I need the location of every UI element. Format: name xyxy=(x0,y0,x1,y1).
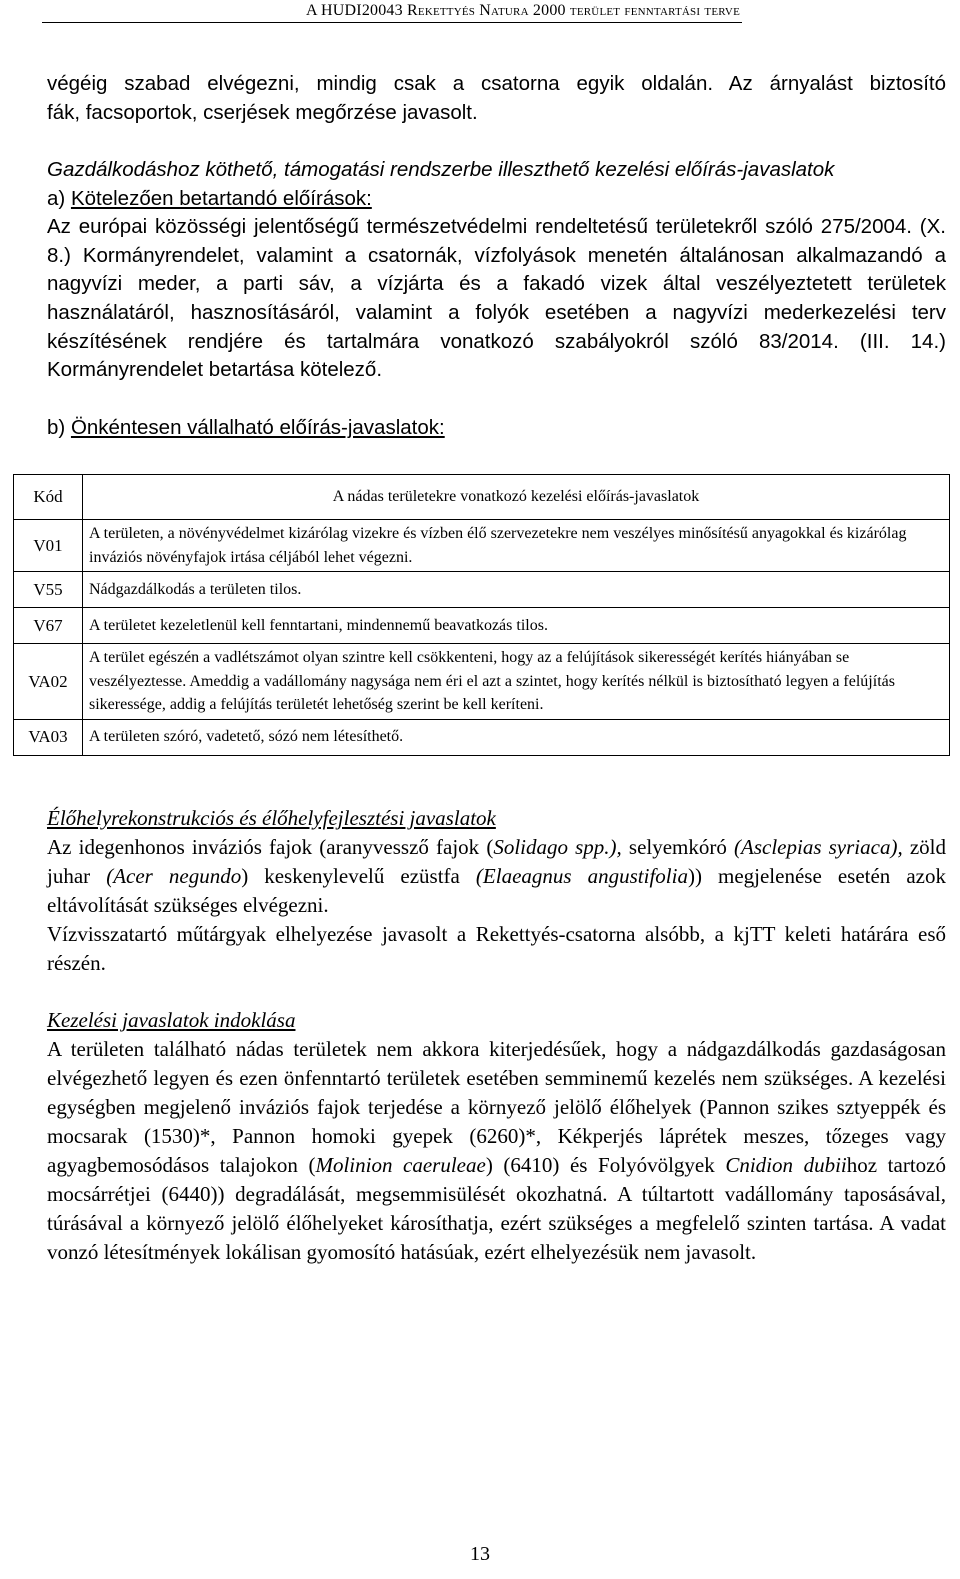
mandatory-prefix: a) xyxy=(47,186,71,210)
species-name: Molinion caeruleae xyxy=(315,1153,486,1177)
section-title: Gazdálkodáshoz köthető, támogatási rendszerbe illeszthető kezelési előírás-javaslatok xyxy=(47,158,835,181)
intro-paragraph xyxy=(47,70,946,127)
table-row xyxy=(14,572,950,608)
row-code: VA02 xyxy=(14,644,83,720)
text-run: selyemkóró xyxy=(621,835,735,859)
justification-title: Kezelési javaslatok indoklása xyxy=(47,1008,296,1032)
text-run: A területen található nádas területek nem akkora kiterjedésűek, hogy a nádgazdálkodás gazdaságosan elvégezhető legyen és ezen önfenntartó területek esetében semminemű kezelés nem szükséges. A kezelési egységben megjelenő inváziós fajok terjedése a környező jelölő élőhelyek (Pannon szikes sztyeppék és mocsarak (1530)*, Pannon homoki gyepek (6260)*, Kékperjés láprétek meszes, tőzeges vagy agyagbemosódásos talajokon ( xyxy=(47,1037,946,1177)
species-name: (Elaeagnus angustifolia xyxy=(475,864,688,888)
intro-line-2: fák, facsoportok, cserjések megőrzése javasolt. xyxy=(47,100,478,124)
measures-table xyxy=(13,474,950,756)
header-text: A HUDI20043 Rekettyés Natura 2000 terület fenntartási terve xyxy=(305,2,740,19)
row-code: V55 xyxy=(14,572,83,608)
table-row xyxy=(14,719,950,755)
justification-section xyxy=(47,1006,946,1267)
running-header xyxy=(306,2,740,20)
text-run: Az idegenhonos inváziós fajok (aranyvessző fajok ( xyxy=(47,835,494,859)
header-text-cell: A nádas területekre vonatkozó kezelési előírás-javaslatok xyxy=(83,475,950,520)
intro-line-1: végéig szabad elvégezni, mindig csak a csatorna egyik oldalán. Az árnyalást biztosító xyxy=(47,72,946,95)
mandatory-paragraph: Az európai közösségi jelentőségű természetvédelmi rendeltetésű területekről szóló 275/2004. (X. 8.) Kormányrendelet, valamint a csatornák, vízfolyások menetén általánosan alkalmazandó a nagyvízi meder, a parti sáv, a vízjárta és a fakadó vizek által veszélyeztetett területek használatáról, hasznosításáról, valamint a folyók esetében a nagyvízi mederkezelési terv készítésének rendjére és tartalmára vonatkozó szabályokról szóló 83/2014. (III. 14.) Kormányrendelet betartása kötelező. xyxy=(47,215,946,382)
row-text: A területen, a növényvédelmet kizárólag vizekre és vízben élő szervezetekre nem veszélyes minősítésű anyagokkal és kizárólag inváziós növényfajok irtása céljából lehet végezni. xyxy=(83,520,950,572)
table-row xyxy=(14,520,950,572)
row-text: Nádgazdálkodás a területen tilos. xyxy=(83,572,950,608)
row-text: A terület egészén a vadlétszámot olyan szintre kell csökkenteni, hogy az a felújítások sikerességét kerítés hiányában se veszélyeztesse. Ameddig a vadállomány nagysága nem éri el azt a szintet, hogy kerítés nélkül is biztosítható legyen a felújítás sikeressége, addig a felújítás területét lehetőség szerint be kell keríteni. xyxy=(83,644,950,720)
row-code: V67 xyxy=(14,608,83,644)
header-code-cell: Kód xyxy=(14,475,83,520)
text-run: hoz tartozó mocsárrétjei (6440)) degradálását, megsemmisülését okozhatná. A túltartott vadállomány taposásával, túrásával a környező jelölő élőhelyeket károsíthatja, ezért szükséges a megfelelő szinten tartása. A vadat vonzó létesítmények lokálisan gyomosító hatásúak, ezért elhelyezésük nem javasolt. xyxy=(47,1153,946,1264)
species-name: Solidago spp.), xyxy=(493,835,622,859)
text-run: ) (6410) és Folyóvölgyek xyxy=(485,1153,726,1177)
row-text: A területen szóró, vadetető, sózó nem létesíthető. xyxy=(83,719,950,755)
species-name: Cnidion dubii xyxy=(725,1153,847,1177)
page-number: 13 xyxy=(470,1543,490,1565)
justification-paragraph xyxy=(47,1035,946,1267)
row-text: A területet kezeletlenül kell fenntartani, mindennemű beavatkozás tilos. xyxy=(83,608,950,644)
table-row xyxy=(14,608,950,644)
voluntary-label: Önkéntesen vállalható előírás-javaslatok: xyxy=(70,416,445,439)
header-rule xyxy=(42,22,742,23)
row-code: V01 xyxy=(14,520,83,572)
row-code: VA03 xyxy=(14,719,83,755)
mandatory-section xyxy=(47,156,946,385)
table-header-row xyxy=(14,475,950,520)
voluntary-label-line xyxy=(47,414,946,443)
species-name: (Asclepias syriaca), xyxy=(734,835,903,859)
text-run: )) megjelenése esetén azok eltávolítását szükséges elvégezni. xyxy=(47,864,946,917)
habitat-paragraph-1 xyxy=(47,833,946,920)
voluntary-section xyxy=(47,414,946,443)
mandatory-label-line xyxy=(47,185,946,214)
text-run: zöld juhar xyxy=(47,835,946,888)
voluntary-prefix: b) xyxy=(47,416,71,439)
species-name: (Acer negundo xyxy=(106,864,242,888)
habitat-title: Élőhelyrekonstrukciós és élőhelyfejlesztési javaslatok xyxy=(47,806,496,830)
habitat-section xyxy=(47,804,946,978)
table-row xyxy=(14,644,950,720)
text-run: ) keskenylevelű ezüstfa xyxy=(241,864,476,888)
mandatory-label: Kötelezően betartandó előírások: xyxy=(70,186,372,210)
habitat-paragraph-2: Vízvisszatartó műtárgyak elhelyezése javasolt a Rekettyés-csatorna alsóbb, a kjTT keleti határára eső részén. xyxy=(47,922,946,975)
